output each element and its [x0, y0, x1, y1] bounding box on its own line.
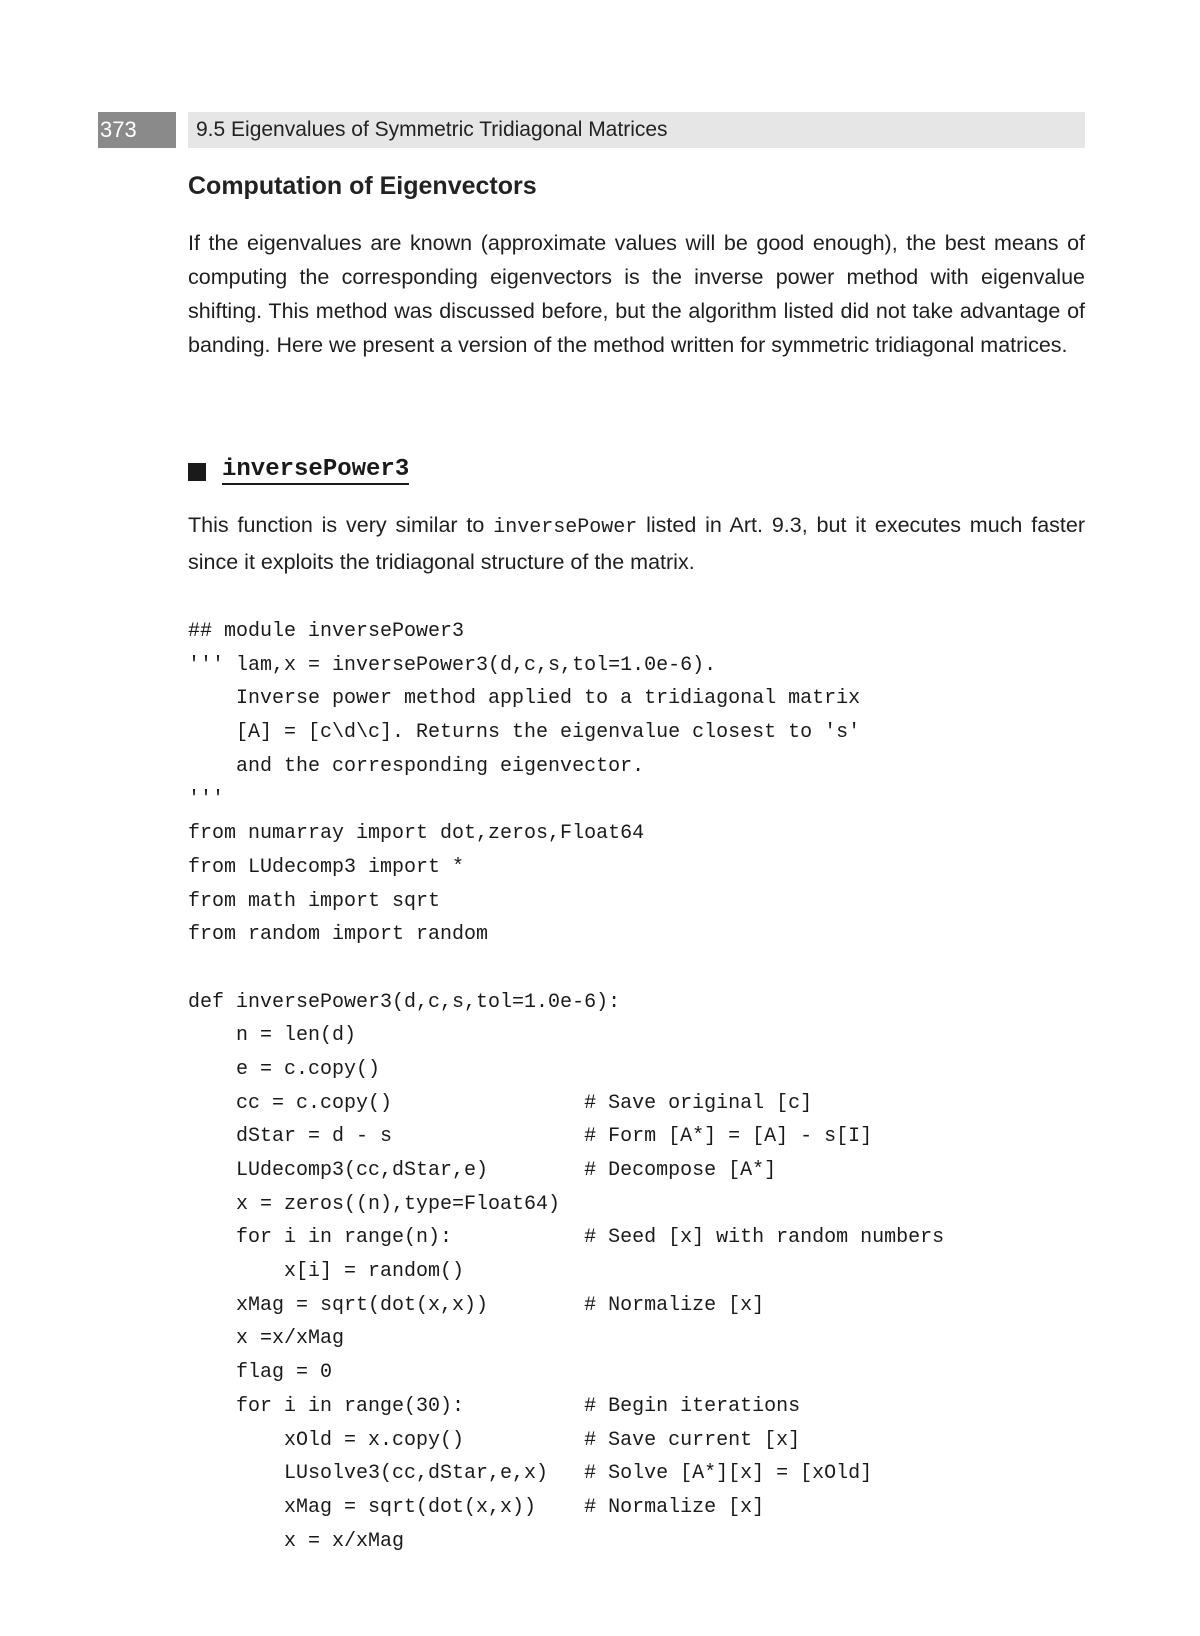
code-line: xMag = sqrt(dot(x,x)) # Normalize [x]	[188, 1293, 765, 1317]
code-line: xOld = x.copy() # Save current [x]	[188, 1428, 801, 1452]
code-line: cc = c.copy() # Save original [c]	[188, 1091, 813, 1115]
code-line: dStar = d - s # Form [A*] = [A] - s[I]	[188, 1125, 873, 1149]
code-line: ## module inversePower3	[188, 620, 465, 643]
inline-code: inversePower	[493, 516, 638, 539]
code-line: from numarray import dot,zeros,Float64	[188, 822, 645, 846]
code-line: from LUdecomp3 import *	[188, 855, 465, 879]
code-line: flag = 0	[188, 1361, 333, 1385]
code-line: for i in range(n): # Seed [x] with random numbers	[188, 1226, 945, 1250]
code-line: [A] = [c\d\c]. Returns the eigenvalue closest to 's'	[188, 721, 861, 745]
section-heading: Computation of Eigenvectors	[188, 172, 537, 200]
code-line: e = c.copy()	[188, 1057, 381, 1081]
code-line: def inversePower3(d,c,s,tol=1.0e-6):	[188, 990, 621, 1014]
code-listing	[188, 615, 944, 1558]
code-line: ''' lam,x = inversePower3(d,c,s,tol=1.0e-6).	[188, 653, 717, 677]
code-line: and the corresponding eigenvector.	[188, 754, 645, 778]
code-line: x[i] = random()	[188, 1260, 465, 1284]
function-subheading	[188, 458, 409, 485]
code-line: from random import random	[188, 923, 489, 947]
description-paragraph	[188, 508, 1085, 579]
intro-paragraph: If the eigenvalues are known (approximate values will be good enough), the best means of computing the corresponding eigenvectors is the inverse power method with eigenvalue shifting. This method was discussed before, but the algorithm listed did not take advantage of banding. Here we present a version of the method written for symmetric tridiagonal matrices.	[188, 231, 1085, 357]
code-line: xMag = sqrt(dot(x,x)) # Normalize [x]	[188, 1495, 765, 1519]
code-line: LUdecomp3(cc,dStar,e) # Decompose [A*]	[188, 1159, 777, 1182]
code-line: LUsolve3(cc,dStar,e,x) # Solve [A*][x] = [xOld]	[188, 1462, 873, 1486]
code-line: for i in range(30): # Begin iterations	[188, 1394, 801, 1418]
description-text-end: listed in Art. 9.3, but it executes much faster since it exploits the tridiagonal structure of the matrix.	[188, 513, 1085, 574]
code-line: n = len(d)	[188, 1024, 357, 1048]
square-bullet-icon	[188, 463, 206, 481]
code-line: x = zeros((n),type=Float64)	[188, 1192, 561, 1216]
code-line: x =x/xMag	[188, 1327, 345, 1351]
code-line: from math import sqrt	[188, 889, 441, 913]
code-line: x = x/xMag	[188, 1529, 405, 1553]
code-line: Inverse power method applied to a tridiagonal matrix	[188, 687, 861, 711]
page-number: 373	[98, 112, 176, 148]
description-text-start: This function is very similar to	[188, 513, 494, 537]
running-header-title: 9.5 Eigenvalues of Symmetric Tridiagonal Matrices	[196, 118, 668, 141]
code-line: '''	[188, 788, 225, 812]
function-name: inversePower3	[222, 456, 410, 483]
code-line	[188, 952, 944, 986]
